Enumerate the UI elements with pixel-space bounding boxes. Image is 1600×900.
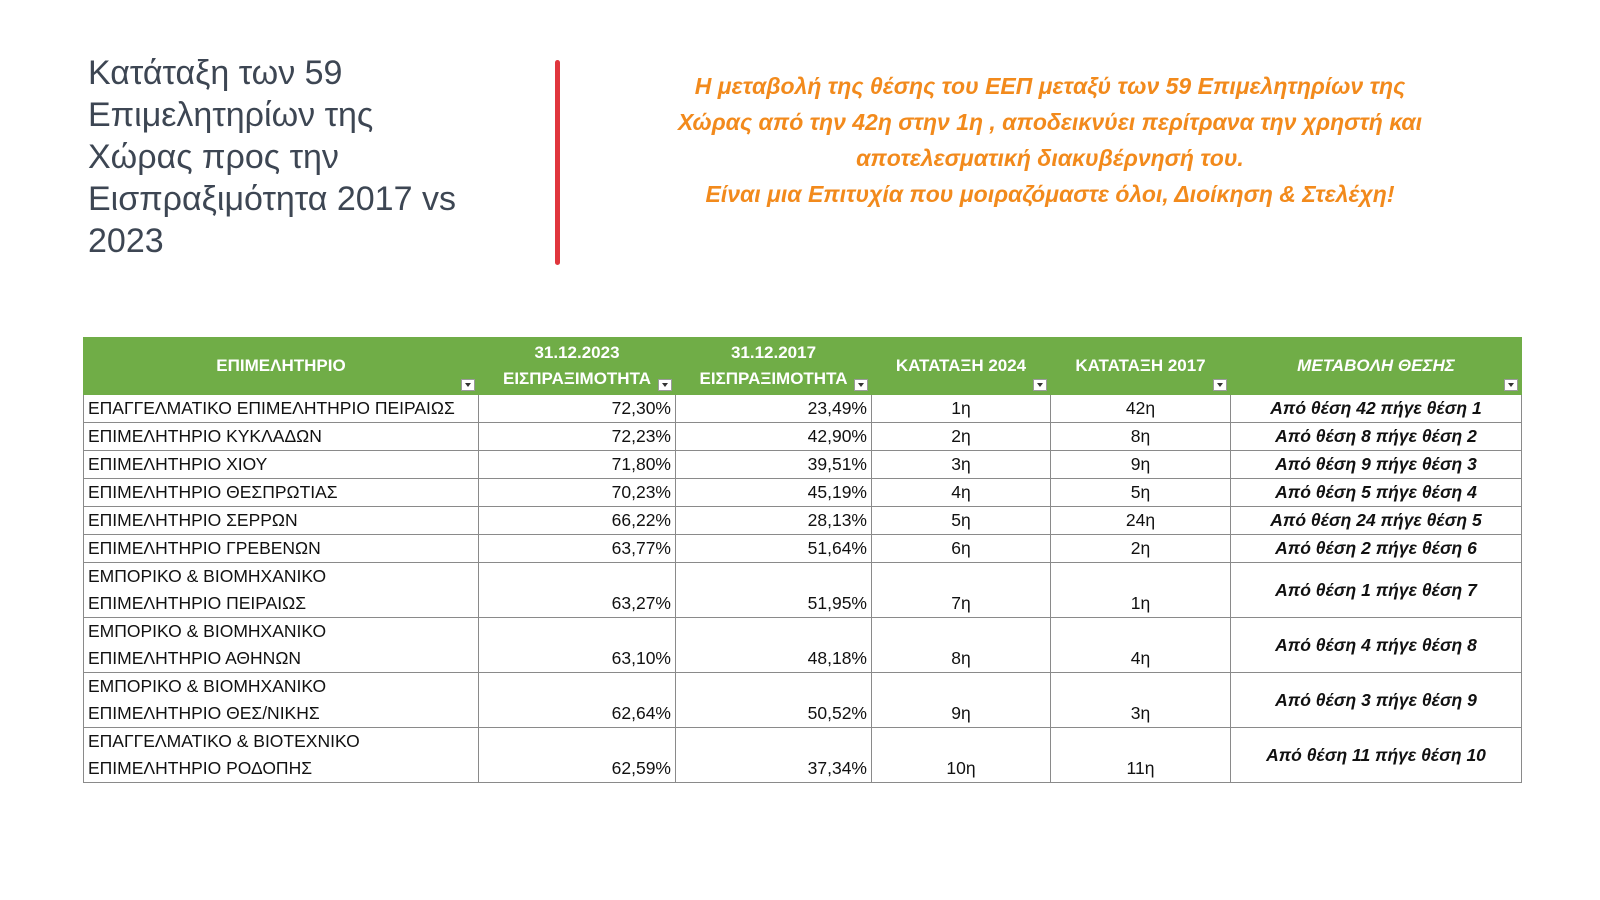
cell-position-change: Από θέση 24 πήγε θέση 5 [1231, 507, 1522, 535]
cell-collectability-2023: 62,59% [479, 728, 676, 783]
cell-rank-2017: 4η [1051, 618, 1231, 673]
chamber-name-line: ΕΜΠΟΡΙΚΟ & ΒΙΟΜΗΧΑΝΙΚΟ [88, 621, 327, 641]
title-line: Επιμελητηρίων της [88, 96, 374, 134]
slide-title [88, 52, 528, 262]
table-row [84, 535, 1522, 563]
cell-collectability-2017: 42,90% [676, 423, 872, 451]
chamber-name-line: ΕΠΑΓΓΕΛΜΑΤΙΚΟ & ΒΙΟΤΕΧΝΙΚΟ [88, 731, 360, 751]
cell-rank-2024: 3η [872, 451, 1051, 479]
table-row [84, 479, 1522, 507]
header-label: ΜΕΤΑΒΟΛΗ ΘΕΣΗΣ [1297, 356, 1455, 375]
cell-rank-2024: 1η [872, 395, 1051, 423]
header-rank-2017 [1051, 338, 1231, 395]
cell-rank-2024: 6η [872, 535, 1051, 563]
header-label: ΚΑΤΑΤΑΞΗ 2024 [895, 356, 1027, 375]
header-chamber [84, 338, 479, 395]
table-row [84, 563, 1522, 618]
title-line: Εισπραξιμότητα 2017 vs [88, 180, 456, 218]
ranking-table [83, 337, 1522, 783]
cell-position-change: Από θέση 8 πήγε θέση 2 [1231, 423, 1522, 451]
headline-line: Χώρας από την 42η στην 1η , αποδεικνύει περίτρανα την χρηστή και [677, 109, 1423, 135]
chamber-name-line: ΕΜΠΟΡΙΚΟ & ΒΙΟΜΗΧΑΝΙΚΟ [88, 566, 327, 586]
cell-rank-2024: 2η [872, 423, 1051, 451]
cell-position-change: Από θέση 2 πήγε θέση 6 [1231, 535, 1522, 563]
cell-position-change: Από θέση 42 πήγε θέση 1 [1231, 395, 1522, 423]
red-divider-line [555, 60, 560, 265]
cell-collectability-2023: 63,10% [479, 618, 676, 673]
table-row [84, 423, 1522, 451]
chamber-name-line: ΕΠΙΜΕΛΗΤΗΡΙΟ ΠΕΙΡΑΙΩΣ [88, 593, 307, 613]
cell-collectability-2017: 48,18% [676, 618, 872, 673]
headline-line: Η μεταβολή της θέσης του ΕΕΠ μεταξύ των 59 Επιμελητηρίων της [694, 73, 1406, 99]
cell-collectability-2017: 51,64% [676, 535, 872, 563]
header-label: ΕΙΣΠΡΑΞΙΜΟΤΗΤΑ [502, 369, 651, 388]
cell-rank-2017: 24η [1051, 507, 1231, 535]
chamber-name-line: ΕΠΙΜΕΛΗΤΗΡΙΟ ΣΕΡΡΩΝ [88, 510, 298, 530]
cell-chamber [84, 395, 479, 423]
cell-collectability-2017: 45,19% [676, 479, 872, 507]
cell-collectability-2023: 63,77% [479, 535, 676, 563]
cell-chamber [84, 673, 479, 728]
table-header-row [84, 338, 1522, 395]
title-line: Κατάταξη των 59 [88, 54, 343, 92]
cell-collectability-2017: 28,13% [676, 507, 872, 535]
cell-position-change: Από θέση 11 πήγε θέση 10 [1231, 728, 1522, 783]
cell-rank-2017: 5η [1051, 479, 1231, 507]
cell-chamber [84, 479, 479, 507]
filter-dropdown-icon[interactable] [658, 379, 672, 391]
header-date: 31.12.2023 [534, 343, 620, 362]
chamber-name-line: ΕΠΙΜΕΛΗΤΗΡΙΟ ΡΟΔΟΠΗΣ [88, 758, 313, 778]
table-row [84, 507, 1522, 535]
header-rank-2024 [872, 338, 1051, 395]
cell-rank-2024: 10η [872, 728, 1051, 783]
chamber-name-line: ΕΠΑΓΓΕΛΜΑΤΙΚΟ ΕΠΙΜΕΛΗΤΗΡΙΟ ΠΕΙΡΑΙΩΣ [88, 398, 455, 418]
cell-rank-2024: 5η [872, 507, 1051, 535]
filter-dropdown-icon[interactable] [1504, 379, 1518, 391]
table-row [84, 673, 1522, 728]
headline-message [600, 68, 1500, 212]
chamber-name-line: ΕΠΙΜΕΛΗΤΗΡΙΟ ΘΕΣΠΡΩΤΙΑΣ [88, 482, 338, 502]
cell-position-change: Από θέση 3 πήγε θέση 9 [1231, 673, 1522, 728]
chamber-name-line: ΕΠΙΜΕΛΗΤΗΡΙΟ ΓΡΕΒΕΝΩΝ [88, 538, 321, 558]
header-collectability-2023 [479, 338, 676, 395]
header-collectability-2017 [676, 338, 872, 395]
header-position-change [1231, 338, 1522, 395]
cell-position-change: Από θέση 5 πήγε θέση 4 [1231, 479, 1522, 507]
cell-position-change: Από θέση 4 πήγε θέση 8 [1231, 618, 1522, 673]
cell-rank-2017: 3η [1051, 673, 1231, 728]
cell-rank-2017: 1η [1051, 563, 1231, 618]
cell-collectability-2023: 70,23% [479, 479, 676, 507]
table-row [84, 451, 1522, 479]
cell-position-change: Από θέση 9 πήγε θέση 3 [1231, 451, 1522, 479]
filter-dropdown-icon[interactable] [854, 379, 868, 391]
headline-line: αποτελεσματική διακυβέρνησή του. [856, 145, 1244, 171]
cell-chamber [84, 507, 479, 535]
cell-rank-2017: 42η [1051, 395, 1231, 423]
chamber-name-line: ΕΠΙΜΕΛΗΤΗΡΙΟ ΘΕΣ/ΝΙΚΗΣ [88, 703, 320, 723]
header-label: ΕΙΣΠΡΑΞΙΜΟΤΗΤΑ [699, 369, 848, 388]
table-row [84, 618, 1522, 673]
cell-collectability-2017: 37,34% [676, 728, 872, 783]
cell-collectability-2023: 72,23% [479, 423, 676, 451]
title-line: 2023 [88, 222, 164, 260]
cell-rank-2017: 9η [1051, 451, 1231, 479]
cell-collectability-2017: 51,95% [676, 563, 872, 618]
cell-collectability-2017: 23,49% [676, 395, 872, 423]
header-date: 31.12.2017 [730, 343, 817, 362]
cell-collectability-2023: 71,80% [479, 451, 676, 479]
cell-chamber [84, 451, 479, 479]
cell-chamber [84, 535, 479, 563]
cell-rank-2017: 11η [1051, 728, 1231, 783]
headline-line: Είναι μια Επιτυχία που μοιραζόμαστε όλοι, Διοίκηση & Στελέχη! [705, 181, 1395, 207]
table-row [84, 728, 1522, 783]
cell-rank-2024: 4η [872, 479, 1051, 507]
cell-collectability-2023: 62,64% [479, 673, 676, 728]
chamber-name-line: ΕΠΙΜΕΛΗΤΗΡΙΟ ΧΙΟΥ [88, 454, 268, 474]
filter-dropdown-icon[interactable] [1033, 379, 1047, 391]
chamber-name-line: ΕΠΙΜΕΛΗΤΗΡΙΟ ΑΘΗΝΩΝ [88, 648, 302, 668]
chamber-name-line: ΕΠΙΜΕΛΗΤΗΡΙΟ ΚΥΚΛΑΔΩΝ [88, 426, 322, 446]
cell-chamber [84, 563, 479, 618]
cell-chamber [84, 423, 479, 451]
cell-collectability-2023: 66,22% [479, 507, 676, 535]
cell-rank-2024: 8η [872, 618, 1051, 673]
cell-position-change: Από θέση 1 πήγε θέση 7 [1231, 563, 1522, 618]
cell-rank-2024: 9η [872, 673, 1051, 728]
cell-chamber [84, 618, 479, 673]
filter-dropdown-icon[interactable] [461, 379, 475, 391]
cell-collectability-2017: 39,51% [676, 451, 872, 479]
cell-rank-2017: 8η [1051, 423, 1231, 451]
cell-collectability-2023: 63,27% [479, 563, 676, 618]
cell-chamber [84, 728, 479, 783]
header-label: ΕΠΙΜΕΛΗΤΗΡΙΟ [216, 356, 346, 375]
cell-rank-2017: 2η [1051, 535, 1231, 563]
filter-dropdown-icon[interactable] [1213, 379, 1227, 391]
title-line: Χώρας προς την [88, 138, 339, 176]
cell-collectability-2017: 50,52% [676, 673, 872, 728]
header-label: ΚΑΤΑΤΑΞΗ 2017 [1075, 356, 1206, 375]
cell-collectability-2023: 72,30% [479, 395, 676, 423]
table-row [84, 395, 1522, 423]
cell-rank-2024: 7η [872, 563, 1051, 618]
chamber-name-line: ΕΜΠΟΡΙΚΟ & ΒΙΟΜΗΧΑΝΙΚΟ [88, 676, 327, 696]
